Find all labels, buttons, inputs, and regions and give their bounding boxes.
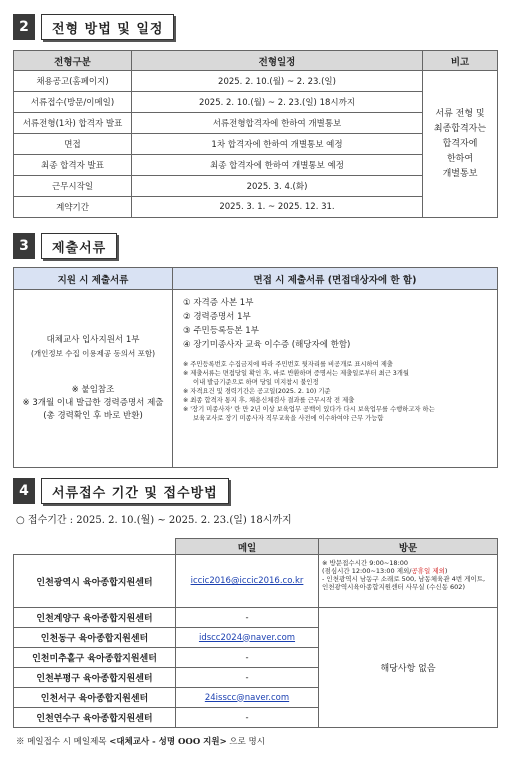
- schedule-header-date: 전형일정: [132, 51, 423, 71]
- section2-heading: 전형 방법 및 일정: [41, 14, 174, 40]
- application-header-blank: [14, 539, 176, 555]
- schedule-note-line: 한하여: [446, 153, 474, 164]
- visit-info-line: - 인천광역시 남동구 소래로 500, 남동체육관 4번 게이트,: [322, 575, 486, 583]
- schedule-row-label: 서류접수(방문/이메일): [14, 92, 132, 113]
- center-name: 인천서구 육아종합지원센터: [14, 688, 176, 708]
- schedule-note-line: 서류 전형 및: [435, 108, 485, 119]
- schedule-row-date: 2025. 2. 10.(월) ~ 2. 23.(일) 18시까지: [132, 92, 423, 113]
- section4-number: 4: [13, 478, 35, 504]
- interview-docs-cell: [173, 290, 498, 468]
- application-header-visit: 방문: [319, 539, 498, 555]
- schedule-row-label: 채용공고(홈페이지): [14, 71, 132, 92]
- schedule-note-line: 합격자에: [442, 138, 478, 149]
- documents-note: ※ '장기 미종사자' 란 만 2년 이상 보육업무 공백이 있다가 다시 보육업무를 수행하고자 하는: [183, 406, 435, 413]
- schedule-note-line: 개별통보: [442, 168, 478, 179]
- schedule-header-note: 비고: [423, 51, 498, 71]
- center-email: -: [176, 708, 319, 728]
- section4-title: [13, 478, 229, 504]
- schedule-row-label: 최종 합격자 발표: [14, 155, 132, 176]
- visit-info-other: 해당사항 없음: [319, 608, 498, 728]
- schedule-row-label: 근무시작일: [14, 176, 132, 197]
- visit-info-main: [319, 555, 498, 608]
- interview-doc-item: ① 자격증 사본 1부: [183, 298, 254, 308]
- schedule-note: [423, 71, 498, 218]
- email-link[interactable]: iccic2016@iccic2016.co.kr: [190, 576, 304, 586]
- schedule-row-date: 1차 합격자에 한하여 개별통보 예정: [132, 134, 423, 155]
- section3-number: 3: [13, 233, 35, 259]
- documents-note: ※ 최종 합격자 통지 후, 채용신체검사 결과를 근무시작 전 제출: [183, 397, 355, 404]
- apply-doc-line: 대체교사 입사지원서 1부: [46, 335, 140, 345]
- email-subject-note: [16, 735, 265, 747]
- schedule-header-type: 전형구분: [14, 51, 132, 71]
- application-header-email: 메일: [176, 539, 319, 555]
- interview-doc-item: ③ 주민등록등본 1부: [183, 326, 259, 336]
- visit-info-line: ※ 방문접수시간 9:00~18:00: [322, 559, 409, 567]
- schedule-table: [13, 50, 498, 218]
- center-name: 인천광역시 육아종합지원센터: [14, 555, 176, 608]
- email-note-post: 으로 명시: [226, 737, 265, 747]
- documents-note: ※ 주민등록번호 수집금지에 따라 주민번호 뒷자리를 비공개로 표시하여 제출: [183, 361, 393, 368]
- email-link[interactable]: 24isscc@naver.com: [204, 692, 290, 703]
- apply-docs-cell: [14, 290, 173, 468]
- visit-info-line: 인천광역시육아종합지원센터 사무실 (수신동 602): [322, 583, 465, 591]
- documents-note: 보육교사로 장기 미종사자 직무교육을 사전에 이수하여야 근무 가능함: [193, 415, 384, 422]
- section2-number: 2: [13, 14, 35, 40]
- email-link[interactable]: idscc2024@naver.com: [198, 632, 296, 643]
- center-name: 인천부평구 육아종합지원센터: [14, 668, 176, 688]
- schedule-row-date: 최종 합격자에 한하여 개별통보 예정: [132, 155, 423, 176]
- documents-header-apply: 지원 시 제출서류: [14, 268, 173, 290]
- documents-note: ※ 제출서류는 면접당일 확인 후, 바로 반환하며 증명서는 제출일로부터 최근 3개월: [183, 370, 409, 377]
- schedule-row-date: 2025. 2. 10.(월) ~ 2. 23.(일): [132, 71, 423, 92]
- apply-doc-line: (개인정보 수집 이용제공 동의서 포함): [30, 349, 156, 358]
- holiday-note: 공휴일 제외: [411, 567, 445, 575]
- center-name: 인천계양구 육아종합지원센터: [14, 608, 176, 628]
- center-email: [176, 688, 319, 708]
- interview-doc-item: ② 경력증명서 1부: [183, 312, 251, 322]
- center-name: 인천연수구 육아종합지원센터: [14, 708, 176, 728]
- interview-doc-item: ④ 장기미종사자 교육 이수증 (해당자에 한함): [183, 340, 351, 350]
- center-email: -: [176, 668, 319, 688]
- documents-note: ※ 자격요건 및 경력기간은 공고일(2025. 2. 10) 기준: [183, 388, 331, 395]
- section3-heading: 제출서류: [41, 233, 117, 259]
- documents-header-interview: 면접 시 제출서류 (면접대상자에 한 함): [173, 268, 498, 290]
- apply-ref-line: ※ 붙임참조: [71, 385, 115, 395]
- section2-title: [13, 14, 174, 40]
- center-email: [176, 628, 319, 648]
- documents-note: 이내 발급기준으로 하며 당일 미지참시 불인정: [193, 379, 319, 386]
- schedule-row-date: 2025. 3. 1. ~ 2025. 12. 31.: [132, 197, 423, 218]
- application-period: ○ 접수기간 : 2025. 2. 10.(월) ~ 2025. 2. 23.(일) 18시까지: [16, 515, 292, 526]
- apply-ref-line: ※ 3개월 이내 발급한 경력증명서 제출: [22, 398, 164, 408]
- visit-info-line: (점심시간 12:00~13:00 제외/공휴일 제외): [322, 567, 448, 575]
- center-name: 인천미추홀구 육아종합지원센터: [14, 648, 176, 668]
- schedule-row-label: 서류전형(1차) 합격자 발표: [14, 113, 132, 134]
- apply-ref-line: (총 경력확인 후 바로 반환): [43, 411, 143, 421]
- schedule-row-label: 계약기간: [14, 197, 132, 218]
- email-note-subject: <대체교사 - 성명 OOO 지원>: [109, 737, 227, 747]
- section3-title: [13, 233, 117, 259]
- schedule-row-label: 면접: [14, 134, 132, 155]
- section4-heading: 서류접수 기간 및 접수방법: [41, 478, 229, 504]
- schedule-note-line: 최종합격자는: [433, 123, 487, 134]
- center-email: [176, 555, 319, 608]
- center-email: -: [176, 608, 319, 628]
- application-table: [13, 538, 498, 728]
- schedule-row-date: 2025. 3. 4.(화): [132, 176, 423, 197]
- center-email: -: [176, 648, 319, 668]
- center-name: 인천동구 육아종합지원센터: [14, 628, 176, 648]
- schedule-row-date: 서류전형합격자에 한하여 개별통보: [132, 113, 423, 134]
- documents-table: [13, 267, 498, 468]
- email-note-pre: ※ 메일접수 시 메일제목: [16, 737, 110, 747]
